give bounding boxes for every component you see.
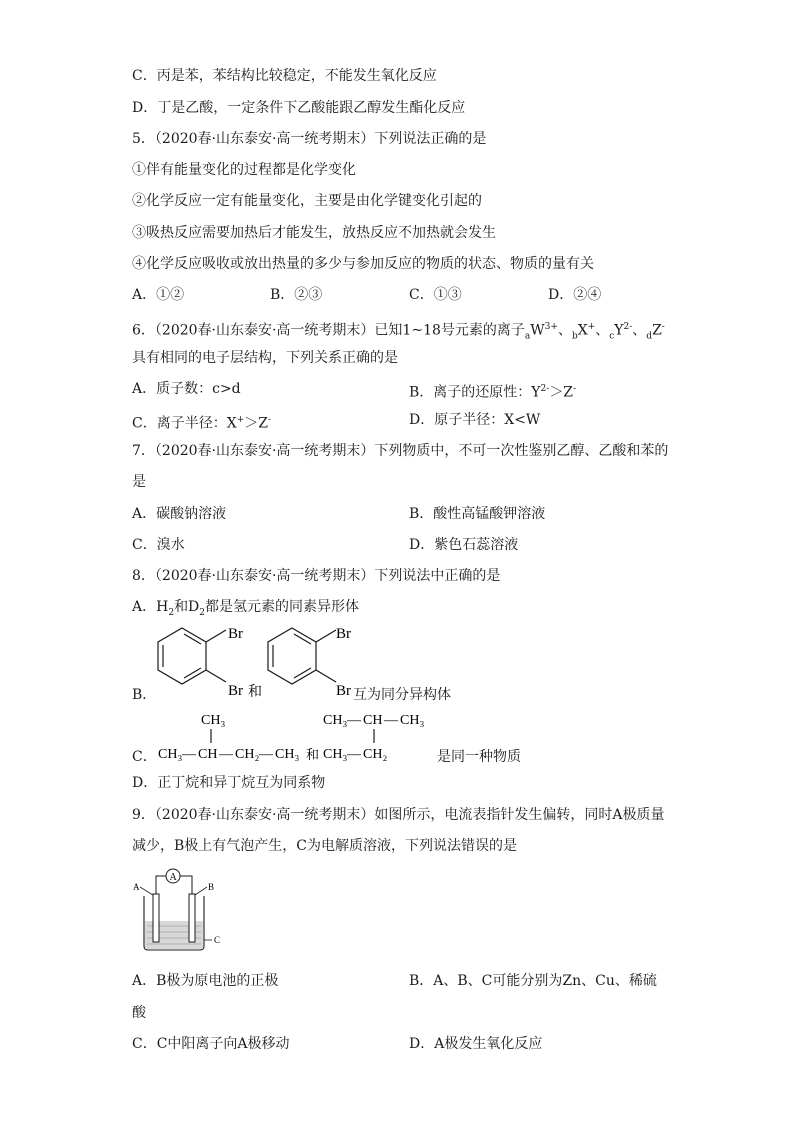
q7-option-b[interactable]: B．酸性高锰酸钾溶液 [409,506,546,522]
q8-option-c-label[interactable]: C． [132,749,157,765]
q8-option-a-text: A．H [132,599,169,615]
q7-stem: 7．（2020春·山东泰安·高一统考期末）下列物质中，不可一次性鉴别乙醇、乙酸和苯的 [132,443,669,459]
sup-minus: - [573,384,577,394]
q6-option-c[interactable] [132,411,271,433]
br-label: Br [228,626,243,642]
q9-option-d[interactable]: D．A极发生氧化反应 [409,1036,543,1052]
q6-stem-line2: 具有相同的电子层结构，下列关系正确的是 [132,350,398,366]
bond-dash: — [347,713,361,728]
bond-dash: — [259,747,273,762]
ch-label: CH [363,713,383,728]
q8-option-c-text: 是同一种物质 [437,749,521,765]
bond-dash: — [219,747,233,762]
sup-minus: - [661,322,665,332]
br-label: Br [336,683,351,699]
q5-statement-4: ④化学反应吸收或放出热量的多少与参加反应的物质的状态、物质的量有关 [132,256,594,272]
sep: 、 [557,322,572,339]
sep: 、 [632,322,647,339]
q5-option-c[interactable]: C．①③ [409,287,462,303]
ion-z: Z [652,322,662,339]
q8-option-b-label[interactable]: B． [132,687,157,703]
q5-option-b[interactable]: B．②③ [270,287,323,303]
q6-option-a[interactable]: A．质子数：c>d [132,381,241,397]
q6-option-b-text: B．离子的还原性：Y [409,384,541,401]
q5-statement-3: ③吸热反应需要加热后才能发生，放热反应不加热就会发生 [132,225,496,241]
q5-option-a[interactable]: A．①② [132,287,185,303]
q8-option-b-text: 互为同分异构体 [353,687,451,703]
q9-stem: 9．（2020春·山东泰安·高一统考期末）如图所示，电流表指针发生偏转，同时A极质量 [132,807,665,823]
q8-option-d[interactable]: D．正丁烷和异丁烷互为同系物 [132,775,326,791]
ion-x: X [577,322,588,339]
q7-option-d[interactable]: D．紫色石蕊溶液 [409,537,519,553]
br-label: Br [228,683,243,699]
q8-option-c-structures [150,706,450,766]
br-label: Br [336,626,351,642]
q6-stem [132,318,665,345]
gt-z: ＞Z [549,384,574,401]
leader-line [195,887,207,895]
q9-option-b[interactable]: B．A、B、C可能分别为Zn、Cu、稀硫 [409,973,657,989]
q9-option-b-line2: 酸 [132,1005,146,1021]
sup-plus: + [236,415,245,425]
q8-option-a-post: 都是氢元素的同素异形体 [205,599,360,615]
q5-statement-1: ①伴有能量变化的过程都是化学变化 [132,162,356,178]
sub-2: 2 [199,607,206,618]
q6-option-c-text: C．离子半径：X [132,415,237,432]
ch3-label: CH₃ [158,747,183,762]
sup-3plus: 3+ [544,322,558,332]
ammeter-label: A [169,872,177,883]
electrode-b-label: B [208,882,215,892]
q4-option-d[interactable]: D．丁是乙酸，一定条件下乙酸能跟乙醇发生酯化反应 [132,100,466,116]
bond-dash: — [347,747,361,762]
sub-c: c [609,331,615,342]
ch2-label: CH₂ [235,747,260,762]
q5-stem: 5．（2020春·山东泰安·高一统考期末）下列说法正确的是 [132,131,487,147]
q9-option-c[interactable]: C．C中阳离子向A极移动 [132,1036,290,1052]
q6-stem-text: 6．（2020春·山东泰安·高一统考期末）已知1~18号元素的离子 [132,322,525,339]
q6-option-b[interactable] [409,380,576,402]
gt-z: ＞Z [244,415,268,432]
sup-minus: - [267,415,272,425]
q7-stem-line2: 是 [132,474,146,490]
q9-stem-line2: 减少，B极上有气泡产生，C为电解质溶液，下列说法错误的是 [132,838,517,854]
ch2-label: CH₂ [363,747,388,762]
q6-option-d[interactable]: D．原子半径：X<W [409,412,541,428]
ch3-label: CH₃ [400,713,425,728]
q5-statement-2: ②化学反应一定有能量变化，主要是由化学键变化引起的 [132,193,482,209]
and-label: 和 [248,685,262,700]
and-label: 和 [306,747,320,762]
ch3-label: CH₃ [323,747,348,762]
sub-2: 2 [168,607,175,618]
electrode-a-label: A [133,882,140,892]
benzene-ring-2 [268,628,336,684]
q8-option-a-mid: 和D [174,599,200,615]
q7-option-a[interactable]: A．碳酸钠溶液 [132,506,227,522]
bond-dash: — [384,713,398,728]
electrode-a [153,894,159,942]
galvanic-cell-diagram [130,866,230,962]
electrode-b [189,894,195,942]
sub-b: b [571,331,578,342]
sup-2minus: 2- [623,322,633,332]
ion-y: Y [614,322,624,339]
sep: 、 [595,322,610,339]
sub-d: d [646,331,653,342]
q7-option-c[interactable]: C．溴水 [132,537,185,553]
ch3-label: CH₃ [201,713,226,728]
q9-option-a[interactable]: A．B极为原电池的正极 [132,973,279,989]
q8-stem: 8．（2020春·山东泰安·高一统考期末）下列说法中正确的是 [132,568,501,584]
ch-label: CH [198,747,218,762]
benzene-ring-1 [158,628,226,684]
wire-left [156,876,166,894]
q4-option-c[interactable]: C．丙是苯，苯结构比较稳定，不能发生氧化反应 [132,68,437,84]
solution-c-label: C [214,935,221,945]
sup-plus: + [587,322,596,332]
bond-dash: — [182,747,196,762]
leader-line [140,887,153,895]
sup-2minus: 2- [540,384,550,394]
q5-option-d[interactable]: D．②④ [548,287,602,303]
wire-right [180,876,192,894]
sub-a: a [524,331,531,342]
ch3-label: CH₃ [275,747,300,762]
ch3-label: CH₃ [323,713,348,728]
ion-w: W [530,322,545,339]
